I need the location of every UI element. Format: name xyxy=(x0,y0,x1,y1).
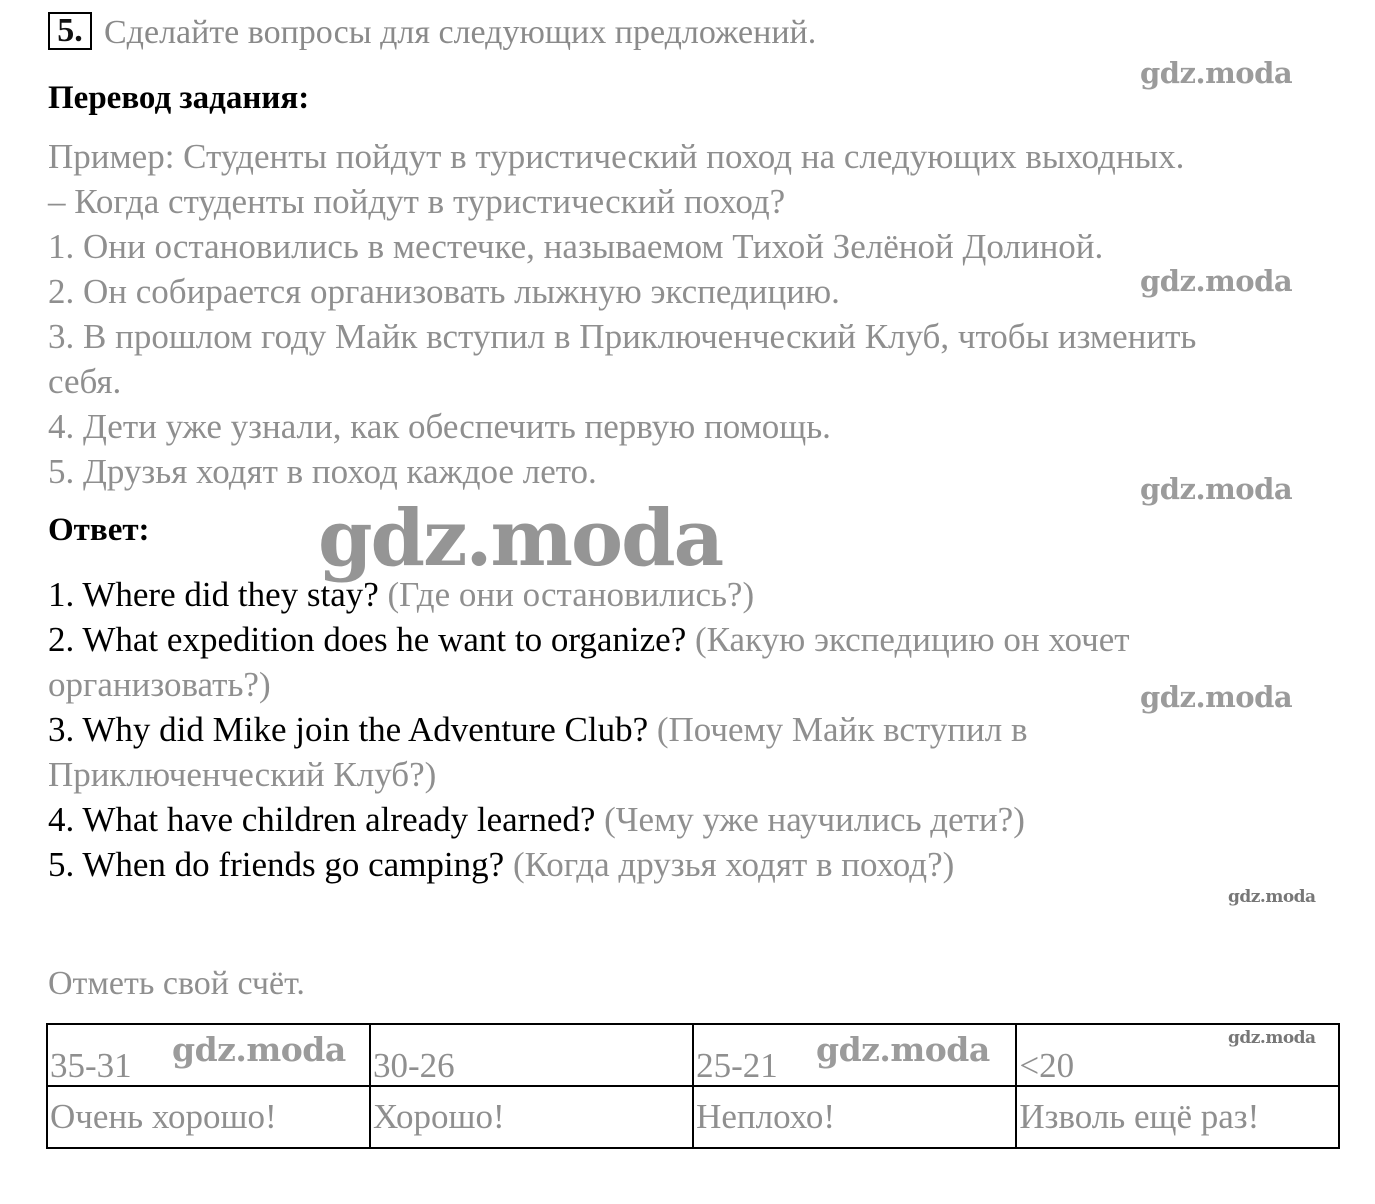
answer-translation: (Какую экспедицию он хочет xyxy=(686,620,1130,659)
watermark: gdz.moda xyxy=(1140,472,1293,506)
answer-item xyxy=(48,617,1130,662)
answer-question: 4. What have children already learned? xyxy=(48,800,596,839)
answer-translation: (Чему уже научились дети?) xyxy=(595,800,1025,839)
watermark: gdz.moda xyxy=(1140,264,1293,298)
answer-translation-cont: Приключенческий Клуб?) xyxy=(48,755,437,794)
answer-item xyxy=(48,842,954,887)
answer-question: 1. Where did they stay? xyxy=(48,575,379,614)
watermark: gdz.moda xyxy=(1228,1028,1316,1048)
answer-item xyxy=(48,572,754,617)
answer-translation: (Когда друзья ходят в поход?) xyxy=(504,845,955,884)
score-verdict: Очень хорошо! xyxy=(47,1086,370,1148)
answer-question: 5. When do friends go camping? xyxy=(48,845,505,884)
translation-line: 1. Они остановились в местечке, называемом Тихой Зелёной Долиной. xyxy=(48,227,1104,266)
translation-line: Пример: Студенты пойдут в туристический поход на следующих выходных. xyxy=(48,137,1185,176)
score-verdicts-row xyxy=(47,1086,1339,1148)
watermark: gdz.moda xyxy=(172,1030,346,1069)
task-number: 5. xyxy=(48,12,92,50)
answer-question: 2. What expedition does he want to organize? xyxy=(48,620,687,659)
answer-translation-cont: организовать?) xyxy=(48,665,271,704)
answer-translation: (Где они остановились?) xyxy=(378,575,755,614)
translation-line: 5. Друзья ходят в поход каждое лето. xyxy=(48,452,597,491)
translation-heading: Перевод задания: xyxy=(48,80,310,116)
score-range: <20 xyxy=(1016,1024,1339,1086)
task-title: Сделайте вопросы для следующих предложений. xyxy=(104,14,817,51)
answer-question: 3. Why did Mike join the Adventure Club? xyxy=(48,710,649,749)
translation-line: себя. xyxy=(48,362,122,401)
score-verdict: Неплохо! xyxy=(693,1086,1016,1148)
watermark: gdz.moda xyxy=(816,1030,990,1069)
score-range: 35-31 xyxy=(47,1024,370,1086)
watermark-large: gdz.moda xyxy=(318,493,723,584)
watermark: gdz.moda xyxy=(1140,56,1293,90)
answer-item xyxy=(48,797,1025,842)
score-range: 30-26 xyxy=(370,1024,693,1086)
watermark: gdz.moda xyxy=(1228,887,1316,907)
answer-translation: (Почему Майк вступил в xyxy=(648,710,1028,749)
score-verdict: Изволь ещё раз! xyxy=(1016,1086,1339,1148)
translation-line: – Когда студенты пойдут в туристический поход? xyxy=(48,182,786,221)
score-label: Отметь свой счёт. xyxy=(48,965,305,1002)
translation-line: 3. В прошлом году Майк вступил в Приключенческий Клуб, чтобы изменить xyxy=(48,317,1197,356)
score-verdict: Хорошо! xyxy=(370,1086,693,1148)
answer-item xyxy=(48,707,1027,752)
answer-heading: Ответ: xyxy=(48,512,150,548)
score-range: 25-21 xyxy=(693,1024,1016,1086)
watermark: gdz.moda xyxy=(1140,680,1293,714)
translation-line: 4. Дети уже узнали, как обеспечить первую помощь. xyxy=(48,407,831,446)
translation-line: 2. Он собирается организовать лыжную экспедицию. xyxy=(48,272,840,311)
